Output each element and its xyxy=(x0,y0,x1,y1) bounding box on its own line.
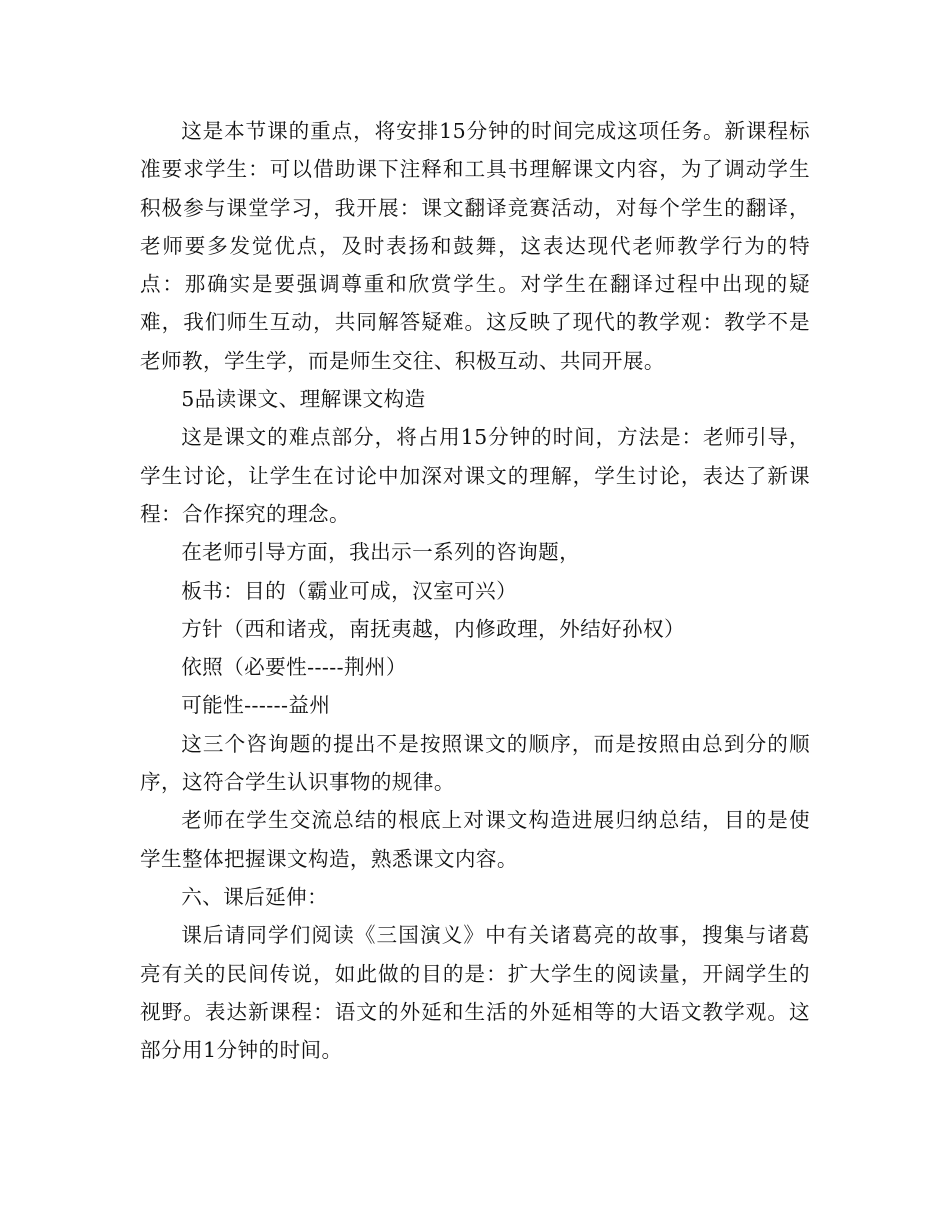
paragraph-guidance: 在老师引导方面，我出示一系列的咨询题， xyxy=(181,540,581,565)
blackboard-policy: 方针（西和诸戎，南抚夷越，内修政理，外结好孙权） xyxy=(181,616,686,641)
document-body xyxy=(140,112,810,1069)
blackboard-goal: 板书：目的（霸业可成，汉室可兴） xyxy=(181,578,518,603)
paragraph-difficulty: 这是课文的难点部分，将占用15分钟的时间，方法是：老师引导，学生讨论，让学生在讨论中加深对课文的理解，学生讨论，表达了新课程：合作探究的理念。 xyxy=(140,425,810,526)
blackboard-basis-possibility: 可能性------益州 xyxy=(181,693,331,718)
paragraph-translation-task: 这是本节课的重点，将安排15分钟的时间完成这项任务。新课程标准要求学生：可以借助课下注释和工具书理解课文内容，为了调动学生积极参与课堂学习，我开展：课文翻译竞赛活动，对每个学生的翻译，老师要多发觉优点，及时表扬和鼓舞，这表达现代老师教学行为的特点：那确实是要强调尊重和欣赏学生。对学生在翻译过程中出现的疑难，我们师生互动，共同解答疑难。这反映了现代的教学观：教学不是老师教，学生学，而是师生交往、积极互动、共同开展。 xyxy=(140,119,810,373)
blackboard-basis-necessity: 依照（必要性-----荆州） xyxy=(181,655,407,680)
paragraph-summary: 老师在学生交流总结的根底上对课文构造进展归纳总结，目的是使学生整体把握课文构造，熟悉课文内容。 xyxy=(140,808,810,871)
section-heading-extension: 六、课后延伸： xyxy=(181,884,329,909)
paragraph-extension: 课后请同学们阅读《三国演义》中有关诸葛亮的故事，搜集与诸葛亮有关的民间传说，如此做的目的是：扩大学生的阅读量，开阔学生的视野。表达新课程：语文的外延和生活的外延相等的大语文教学观。这部分用1分钟的时间。 xyxy=(140,923,810,1063)
section-heading-structure: 5品读课文、理解课文构造 xyxy=(181,387,426,412)
paragraph-question-order: 这三个咨询题的提出不是按照课文的顺序，而是按照由总到分的顺序，这符合学生认识事物的规律。 xyxy=(140,731,810,795)
